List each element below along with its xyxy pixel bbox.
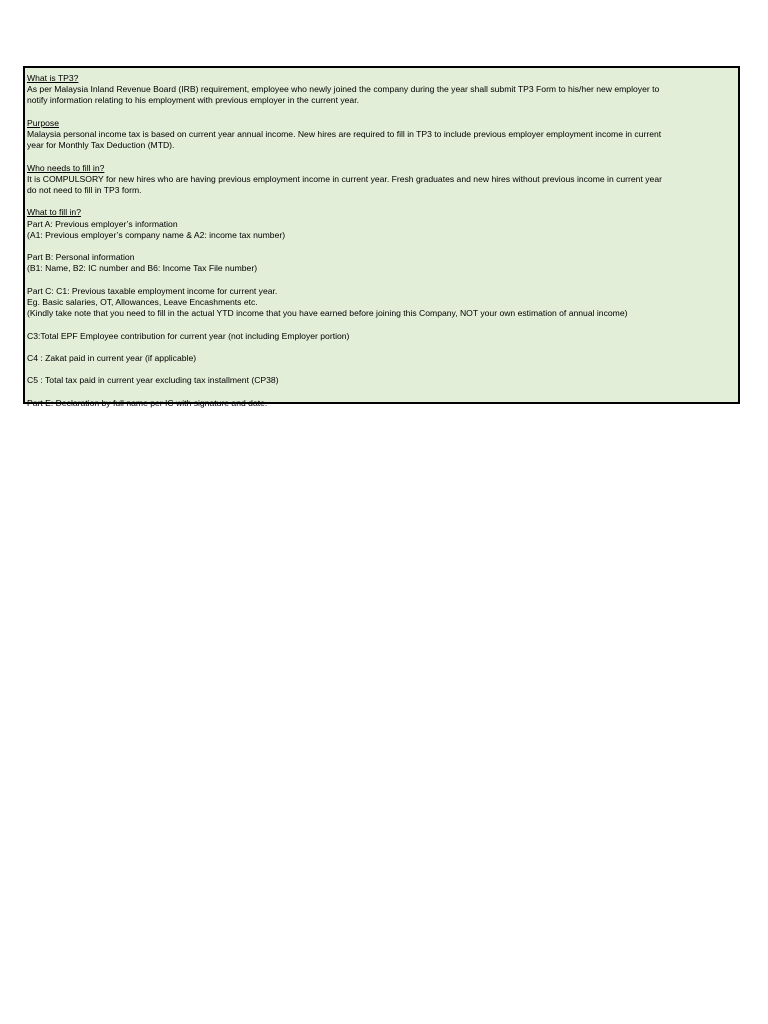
spacer bbox=[27, 387, 738, 398]
c5-text: C5 : Total tax paid in current year excluding tax installment (CP38) bbox=[27, 375, 279, 386]
spacer bbox=[27, 196, 738, 207]
what-is-tp3-heading: What is TP3? bbox=[27, 73, 79, 83]
part-c-example: Eg. Basic salaries, OT, Allowances, Leave Encashments etc. bbox=[27, 296, 258, 307]
purpose-heading: Purpose bbox=[27, 117, 60, 128]
spacer bbox=[27, 275, 738, 286]
spacer bbox=[27, 342, 738, 353]
part-e-text: Part E: Declaration by full name per IC with signature and date. bbox=[27, 397, 268, 408]
tp3-instructions-panel bbox=[23, 66, 740, 408]
spacer bbox=[27, 151, 738, 162]
who-needs-heading: Who needs to fill in? bbox=[27, 162, 105, 173]
what-to-fill-heading: What to fill in? bbox=[27, 207, 81, 218]
c3-text: C3:Total EPF Employee contribution for current year (not including Employer portion) bbox=[27, 330, 350, 341]
what-is-tp3-text-line-2: notify information relating to his employment with previous employer in the current year. bbox=[27, 95, 359, 106]
who-needs-text-line-1: It is COMPULSORY for new hires who are having previous employment income in current year. Fresh graduates and new hires without previous income in current year bbox=[27, 173, 662, 184]
spacer bbox=[27, 107, 738, 118]
part-b-detail: (B1: Name, B2: IC number and B6: Income Tax File number) bbox=[27, 263, 258, 274]
spacer bbox=[27, 319, 738, 330]
part-a-title: Part A: Previous employer’s information bbox=[27, 218, 178, 229]
part-a-detail: (A1: Previous employer’s company name & A2: income tax number) bbox=[27, 229, 286, 240]
purpose-text-line-2: year for Monthly Tax Deduction (MTD). bbox=[27, 140, 175, 151]
spacer bbox=[27, 241, 738, 252]
part-b-title: Part B: Personal information bbox=[27, 252, 135, 263]
spacer bbox=[27, 364, 738, 375]
who-needs-text-line-2: do not need to fill in TP3 form. bbox=[27, 185, 142, 195]
what-is-tp3-text-line-1: As per Malaysia Inland Revenue Board (IRB) requirement, employee who newly joined the company during the year shall submit TP3 Form to his/her new employer to bbox=[27, 84, 660, 95]
part-c-note: (Kindly take note that you need to fill in the actual YTD income that you have earned before joining this Company, NOT your own estimation of annual income) bbox=[27, 308, 628, 319]
purpose-text-line-1: Malaysia personal income tax is based on current year annual income. New hires are required to fill in TP3 to include previous employer employment income in current bbox=[27, 129, 662, 139]
c4-text: C4 : Zakat paid in current year (if applicable) bbox=[27, 352, 197, 363]
part-c-title: Part C: C1: Previous taxable employment income for current year. bbox=[27, 285, 278, 296]
